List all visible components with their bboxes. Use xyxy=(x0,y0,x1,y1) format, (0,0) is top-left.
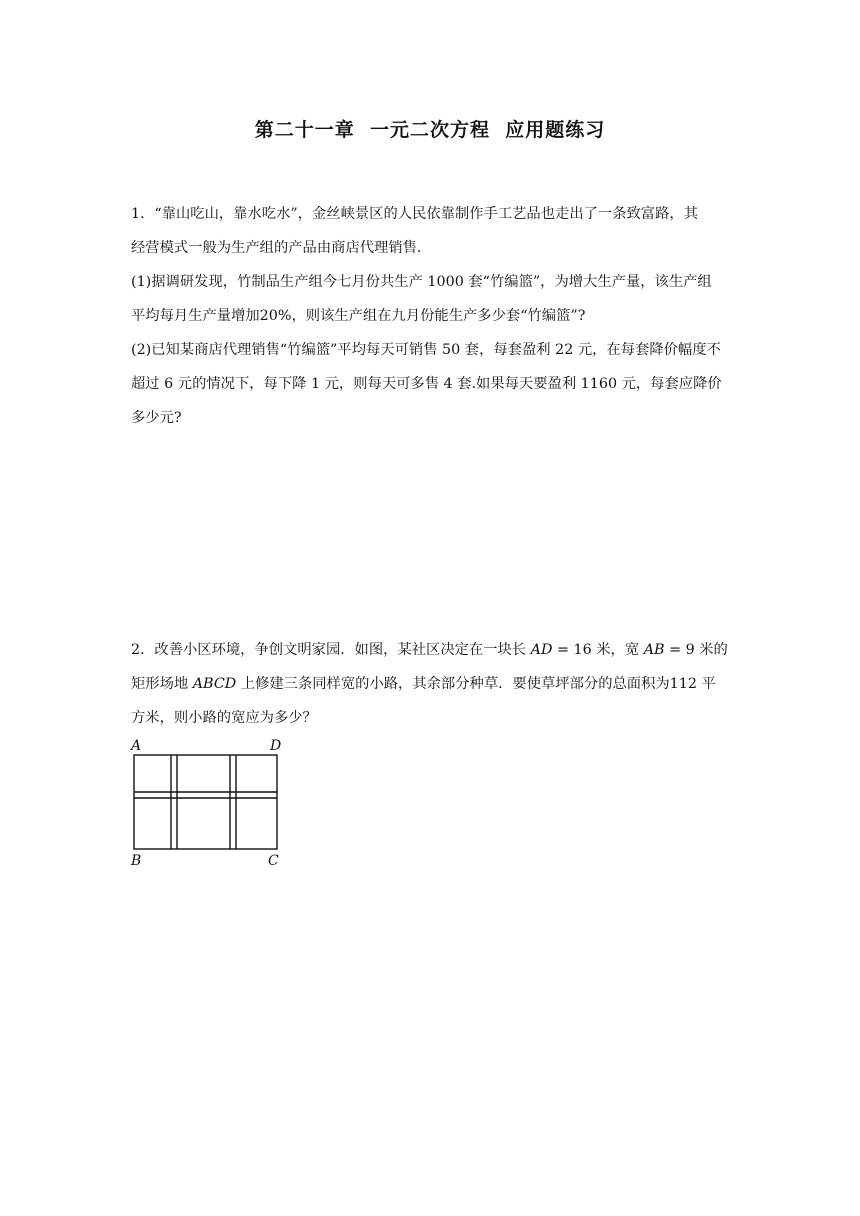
q2-text-2b: 上修建三条同样宽的小路，其余部分种草．要使草坪部分的总面积为112 平 xyxy=(236,676,716,692)
q2-segment-ab: AB xyxy=(643,642,665,658)
question-1-line-2: 经营模式一般为生产组的产品由商店代理销售. xyxy=(131,240,422,256)
question-2-line-3: 方米，则小路的宽应为多少？ xyxy=(131,710,317,726)
vertex-label-c: C xyxy=(268,853,279,869)
q2-text-1a: 2．改善小区环境，争创文明家园．如图，某社区决定在一块长 xyxy=(131,642,531,658)
page-title: 第二十一章 一元二次方程 应用题练习 xyxy=(254,119,606,141)
outer-rectangle xyxy=(134,755,277,849)
question-1-line-1: 1．“靠山吃山，靠水吃水”，金丝峡景区的人民依靠制作手工艺品也走出了一条致富路，其 xyxy=(131,206,698,222)
q2-text-1c: = 9 米的 xyxy=(664,642,728,658)
q2-text-2a: 矩形场地 xyxy=(131,676,193,692)
question-1-part-2-line-2: 超过 6 元的情况下，每下降 1 元，则每天可多售 4 套.如果每天要盈利 1160 元，每套应降价 xyxy=(131,376,722,392)
vertex-label-a: A xyxy=(131,738,142,754)
vertex-label-b: B xyxy=(131,853,142,869)
rectangle-diagram xyxy=(126,737,286,872)
question-1-part-1-line-2: 平均每月生产量增加20%，则该生产组在九月份能生产多少套“竹编篮”? xyxy=(131,308,586,324)
question-1-part-1-line-1: (1)据调研发现，竹制品生产组今七月份共生产 1000 套“竹编篮”，为增大生产量，该生产组 xyxy=(131,274,712,290)
question-1-part-2-line-1: (2)已知某商店代理销售“竹编篮”平均每天可销售 50 套，每套盈利 22 元，在每套降价幅度不 xyxy=(131,342,721,358)
vertex-label-d: D xyxy=(270,738,282,754)
q2-rectangle-abcd: ABCD xyxy=(192,676,237,692)
question-2 xyxy=(131,633,731,735)
q2-text-1b: = 16 米，宽 xyxy=(552,642,644,658)
rectangle-figure xyxy=(126,737,286,872)
question-1 xyxy=(131,197,731,435)
question-2-line-2 xyxy=(131,667,731,701)
question-2-line-1 xyxy=(131,633,731,667)
q2-segment-ad: AD xyxy=(530,642,553,658)
question-1-part-2-line-3: 多少元? xyxy=(131,410,182,426)
